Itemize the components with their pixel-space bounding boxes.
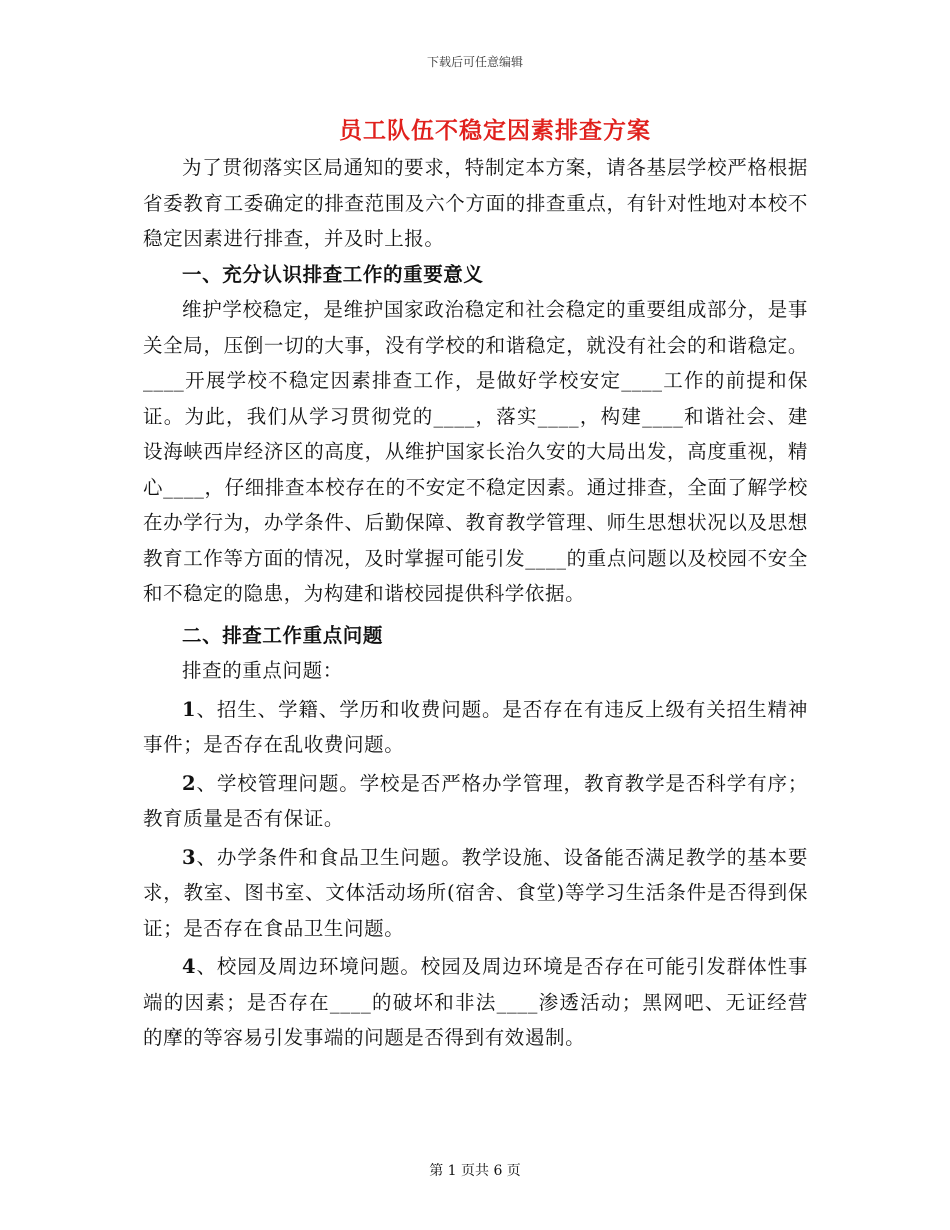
intro-paragraph: 为了贯彻落实区局通知的要求，特制定本方案，请各基层学校严格根据省委教育工委确定的排查范围及六个方面的排查重点，有针对性地对本校不稳定因素进行排查，并及时上报。 xyxy=(143,156,808,250)
section-2-heading: 二、排查工作重点问题 xyxy=(182,623,384,647)
document-body xyxy=(143,150,808,1056)
section-1-paragraph: 维护学校稳定，是维护国家政治稳定和社会稳定的重要组成部分，是事关全局，压倒一切的大事，没有学校的和谐稳定，就没有社会的和谐稳定。____开展学校不稳定因素排查工作，是做好学校安定____工作的前提和保证。为此，我们从学习贯彻党的____，落实____，构建____和谐社会、建设海峡西岸经济区的高度，从维护国家长治久安的大局出发，高度重视，精心____，仔细排查本校存在的不安定不稳定因素。通过排查，全面了解学校在办学行为，办学条件、后勤保障、教育教学管理、师生思想状况以及思想教育工作等方面的情况，及时掌握可能引发____的重点问题以及校园不安全和不稳定的隐患，为构建和谐校园提供科学依据。 xyxy=(143,298,808,605)
list-item-number: 3 xyxy=(182,845,197,869)
list-item-number: 4 xyxy=(182,955,197,978)
list-item-number: 1 xyxy=(182,697,197,721)
section-2-lead: 排查的重点问题： xyxy=(182,659,343,682)
document-title: 员工队伍不稳定因素排查方案 xyxy=(339,117,651,144)
list-item-text: 、招生、学籍、学历和收费问题。是否存在有违反上级有关招生精神事件；是否存在乱收费问题。 xyxy=(143,697,808,756)
list-item-3 xyxy=(143,840,808,947)
section-1-heading: 一、充分认识排查工作的重要意义 xyxy=(182,262,484,286)
list-item-text: 、学校管理问题。学校是否严格办学管理，教育教学是否科学有序；教育质量是否有保证。 xyxy=(143,771,808,830)
list-item-number: 2 xyxy=(182,771,197,795)
list-item-2 xyxy=(143,766,808,837)
list-item-1 xyxy=(143,692,808,763)
page-footer: 第 1 页共 6 页 xyxy=(429,1163,521,1179)
header-note: 下载后可任意编辑 xyxy=(426,55,523,69)
list-item-4 xyxy=(143,949,808,1056)
list-item-text: 、校园及周边环境问题。校园及周边环境是否存在可能引发群体性事端的因素；是否存在____的破坏和非法____渗透活动；黑网吧、无证经营的摩的等容易引发事端的问题是否得到有效遏制。 xyxy=(143,955,808,1049)
list-item-text: 、办学条件和食品卫生问题。教学设施、设备能否满足教学的基本要求，教室、图书室、文体活动场所(宿舍、食堂)等学习生活条件是否得到保证；是否存在食品卫生问题。 xyxy=(143,845,808,940)
